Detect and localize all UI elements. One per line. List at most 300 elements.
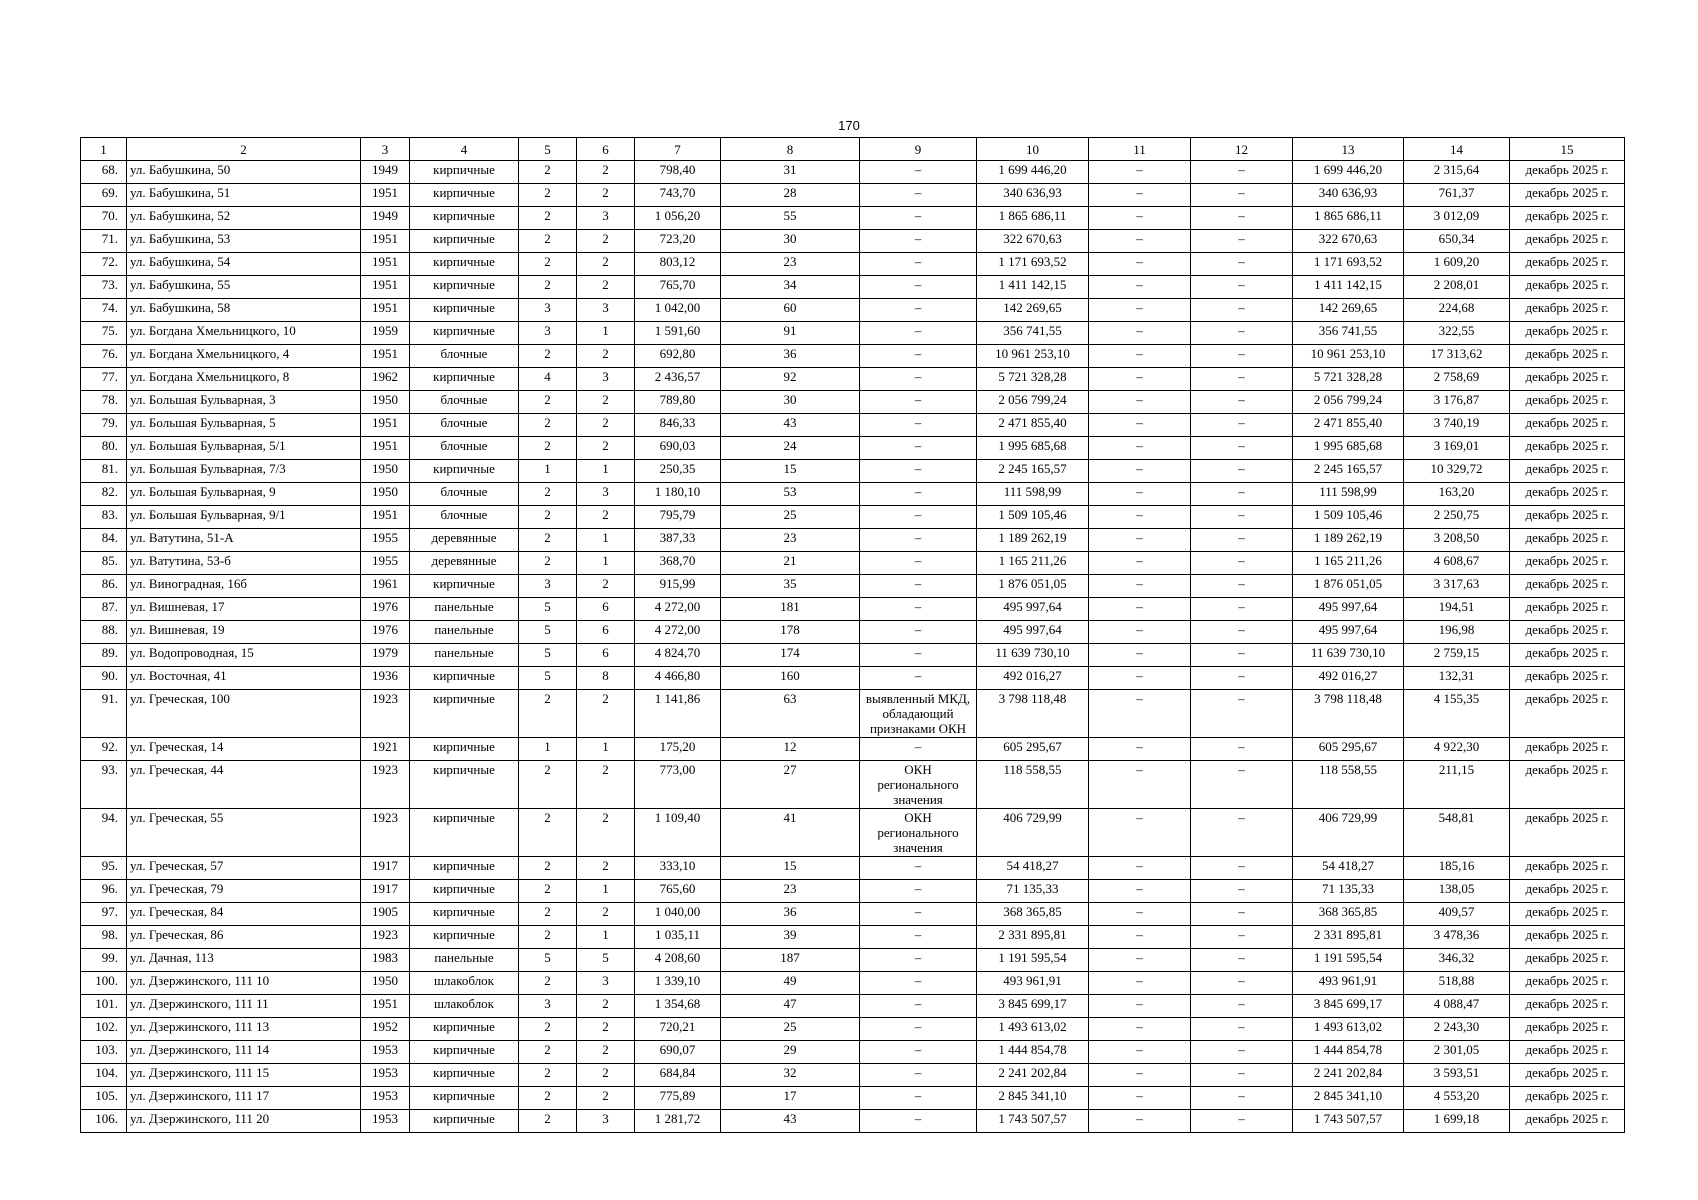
cell-address: ул. Греческая, 57 [127, 857, 361, 880]
cell-cost-other: – [1191, 644, 1293, 667]
cell-row-number: 96. [81, 880, 127, 903]
cell-wall-material: панельные [410, 621, 519, 644]
cell-area: 684,84 [635, 1064, 721, 1087]
cell-row-number: 93. [81, 761, 127, 809]
cell-cost-per-sqm: 196,98 [1404, 621, 1510, 644]
cell-floors: 2 [519, 276, 577, 299]
column-header-2: 2 [127, 138, 361, 161]
cell-residents: 31 [721, 161, 860, 184]
cell-year: 1950 [361, 460, 410, 483]
cell-cost-total: 5 721 328,28 [977, 368, 1089, 391]
cell-okn-status: – [860, 253, 977, 276]
cell-year: 1936 [361, 667, 410, 690]
cell-floors: 4 [519, 368, 577, 391]
cell-address: ул. Дзержинского, 111 13 [127, 1018, 361, 1041]
cell-residents: 43 [721, 1110, 860, 1133]
cell-address: ул. Большая Бульварная, 9 [127, 483, 361, 506]
cell-year: 1976 [361, 598, 410, 621]
cell-cost-budget: 605 295,67 [1293, 738, 1404, 761]
cell-cost-other: – [1191, 460, 1293, 483]
table-body [81, 161, 1625, 1133]
cell-cost-fund: – [1089, 1087, 1191, 1110]
cell-okn-status: – [860, 738, 977, 761]
cell-address: ул. Вишневая, 19 [127, 621, 361, 644]
cell-floors: 3 [519, 995, 577, 1018]
cell-cost-other: – [1191, 368, 1293, 391]
cell-cost-other: – [1191, 598, 1293, 621]
cell-cost-budget: 1 995 685,68 [1293, 437, 1404, 460]
cell-cost-budget: 111 598,99 [1293, 483, 1404, 506]
cell-cost-fund: – [1089, 253, 1191, 276]
cell-area: 2 436,57 [635, 368, 721, 391]
cell-okn-status: – [860, 667, 977, 690]
cell-wall-material: блочные [410, 345, 519, 368]
cell-deadline: декабрь 2025 г. [1510, 437, 1625, 460]
cell-floors: 2 [519, 903, 577, 926]
cell-wall-material: блочные [410, 506, 519, 529]
cell-floors: 2 [519, 483, 577, 506]
table-row [81, 460, 1625, 483]
cell-cost-budget: 118 558,55 [1293, 761, 1404, 809]
cell-cost-total: 1 743 507,57 [977, 1110, 1089, 1133]
cell-cost-per-sqm: 224,68 [1404, 299, 1510, 322]
cell-cost-budget: 142 269,65 [1293, 299, 1404, 322]
cell-year: 1951 [361, 345, 410, 368]
table-row [81, 1041, 1625, 1064]
cell-residents: 47 [721, 995, 860, 1018]
cell-area: 846,33 [635, 414, 721, 437]
cell-okn-status: – [860, 644, 977, 667]
cell-cost-budget: 2 245 165,57 [1293, 460, 1404, 483]
table-row [81, 761, 1625, 809]
cell-cost-total: 11 639 730,10 [977, 644, 1089, 667]
cell-year: 1951 [361, 414, 410, 437]
cell-address: ул. Греческая, 14 [127, 738, 361, 761]
cell-cost-budget: 495 997,64 [1293, 598, 1404, 621]
column-header-8: 8 [721, 138, 860, 161]
cell-cost-per-sqm: 185,16 [1404, 857, 1510, 880]
cell-okn-status: – [860, 506, 977, 529]
cell-cost-other: – [1191, 903, 1293, 926]
cell-row-number: 106. [81, 1110, 127, 1133]
cell-deadline: декабрь 2025 г. [1510, 644, 1625, 667]
cell-okn-status: – [860, 299, 977, 322]
cell-cost-fund: – [1089, 857, 1191, 880]
cell-floors: 5 [519, 949, 577, 972]
cell-address: ул. Бабушкина, 53 [127, 230, 361, 253]
cell-row-number: 100. [81, 972, 127, 995]
cell-deadline: декабрь 2025 г. [1510, 230, 1625, 253]
table-row [81, 161, 1625, 184]
cell-floors: 5 [519, 644, 577, 667]
cell-wall-material: кирпичные [410, 207, 519, 230]
cell-cost-fund: – [1089, 926, 1191, 949]
cell-area: 4 272,00 [635, 621, 721, 644]
cell-address: ул. Большая Бульварная, 9/1 [127, 506, 361, 529]
cell-residents: 28 [721, 184, 860, 207]
cell-deadline: декабрь 2025 г. [1510, 598, 1625, 621]
cell-area: 1 141,86 [635, 690, 721, 738]
cell-cost-total: 2 471 855,40 [977, 414, 1089, 437]
cell-okn-status: – [860, 345, 977, 368]
cell-wall-material: кирпичные [410, 184, 519, 207]
cell-area: 795,79 [635, 506, 721, 529]
cell-wall-material: блочные [410, 437, 519, 460]
cell-cost-fund: – [1089, 276, 1191, 299]
cell-entrances: 2 [577, 1087, 635, 1110]
cell-cost-other: – [1191, 857, 1293, 880]
cell-row-number: 92. [81, 738, 127, 761]
cell-entrances: 2 [577, 1064, 635, 1087]
cell-area: 1 180,10 [635, 483, 721, 506]
cell-cost-budget: 54 418,27 [1293, 857, 1404, 880]
housing-table [80, 137, 1625, 1133]
cell-cost-per-sqm: 1 609,20 [1404, 253, 1510, 276]
cell-cost-per-sqm: 1 699,18 [1404, 1110, 1510, 1133]
cell-entrances: 2 [577, 1018, 635, 1041]
cell-address: ул. Большая Бульварная, 5/1 [127, 437, 361, 460]
cell-cost-fund: – [1089, 972, 1191, 995]
cell-cost-fund: – [1089, 1041, 1191, 1064]
cell-okn-status: – [860, 483, 977, 506]
cell-wall-material: кирпичные [410, 809, 519, 857]
column-header-5: 5 [519, 138, 577, 161]
cell-entrances: 2 [577, 391, 635, 414]
cell-wall-material: кирпичные [410, 1110, 519, 1133]
cell-entrances: 2 [577, 506, 635, 529]
column-header-10: 10 [977, 138, 1089, 161]
cell-address: ул. Греческая, 84 [127, 903, 361, 926]
table-row [81, 644, 1625, 667]
cell-cost-fund: – [1089, 644, 1191, 667]
cell-residents: 43 [721, 414, 860, 437]
cell-entrances: 1 [577, 460, 635, 483]
cell-floors: 3 [519, 575, 577, 598]
cell-residents: 15 [721, 857, 860, 880]
cell-wall-material: деревянные [410, 529, 519, 552]
cell-area: 333,10 [635, 857, 721, 880]
cell-cost-fund: – [1089, 299, 1191, 322]
cell-floors: 2 [519, 809, 577, 857]
column-header-15: 15 [1510, 138, 1625, 161]
table-row [81, 1110, 1625, 1133]
cell-residents: 27 [721, 761, 860, 809]
cell-deadline: декабрь 2025 г. [1510, 1087, 1625, 1110]
cell-cost-per-sqm: 132,31 [1404, 667, 1510, 690]
cell-cost-budget: 2 331 895,81 [1293, 926, 1404, 949]
cell-wall-material: кирпичные [410, 1041, 519, 1064]
table-row [81, 414, 1625, 437]
cell-cost-budget: 1 876 051,05 [1293, 575, 1404, 598]
cell-cost-total: 1 876 051,05 [977, 575, 1089, 598]
cell-row-number: 98. [81, 926, 127, 949]
cell-address: ул. Дзержинского, 111 14 [127, 1041, 361, 1064]
table-row [81, 667, 1625, 690]
cell-cost-budget: 495 997,64 [1293, 621, 1404, 644]
cell-floors: 2 [519, 880, 577, 903]
cell-address: ул. Греческая, 79 [127, 880, 361, 903]
column-header-6: 6 [577, 138, 635, 161]
cell-address: ул. Большая Бульварная, 3 [127, 391, 361, 414]
cell-okn-status: – [860, 414, 977, 437]
cell-row-number: 101. [81, 995, 127, 1018]
cell-cost-other: – [1191, 995, 1293, 1018]
cell-entrances: 1 [577, 738, 635, 761]
cell-wall-material: панельные [410, 949, 519, 972]
cell-wall-material: блочные [410, 483, 519, 506]
cell-floors: 2 [519, 1018, 577, 1041]
cell-deadline: декабрь 2025 г. [1510, 1110, 1625, 1133]
cell-cost-per-sqm: 194,51 [1404, 598, 1510, 621]
cell-address: ул. Греческая, 100 [127, 690, 361, 738]
cell-deadline: декабрь 2025 г. [1510, 667, 1625, 690]
cell-cost-total: 1 995 685,68 [977, 437, 1089, 460]
cell-cost-total: 71 135,33 [977, 880, 1089, 903]
cell-area: 1 339,10 [635, 972, 721, 995]
cell-deadline: декабрь 2025 г. [1510, 322, 1625, 345]
table-row [81, 552, 1625, 575]
cell-cost-total: 406 729,99 [977, 809, 1089, 857]
cell-cost-budget: 1 509 105,46 [1293, 506, 1404, 529]
cell-area: 4 208,60 [635, 949, 721, 972]
cell-area: 789,80 [635, 391, 721, 414]
cell-cost-other: – [1191, 345, 1293, 368]
cell-cost-budget: 1 191 595,54 [1293, 949, 1404, 972]
cell-entrances: 2 [577, 184, 635, 207]
cell-cost-budget: 1 493 613,02 [1293, 1018, 1404, 1041]
cell-residents: 36 [721, 345, 860, 368]
cell-cost-per-sqm: 2 315,64 [1404, 161, 1510, 184]
cell-area: 773,00 [635, 761, 721, 809]
cell-cost-budget: 1 865 686,11 [1293, 207, 1404, 230]
table-row [81, 857, 1625, 880]
cell-wall-material: шлакоблок [410, 995, 519, 1018]
cell-residents: 181 [721, 598, 860, 621]
table-row [81, 253, 1625, 276]
cell-okn-status: – [860, 995, 977, 1018]
cell-row-number: 89. [81, 644, 127, 667]
cell-deadline: декабрь 2025 г. [1510, 414, 1625, 437]
cell-residents: 23 [721, 253, 860, 276]
cell-deadline: декабрь 2025 г. [1510, 506, 1625, 529]
cell-cost-per-sqm: 2 758,69 [1404, 368, 1510, 391]
cell-cost-fund: – [1089, 761, 1191, 809]
cell-year: 1951 [361, 184, 410, 207]
cell-cost-total: 1 493 613,02 [977, 1018, 1089, 1041]
cell-address: ул. Бабушкина, 51 [127, 184, 361, 207]
cell-wall-material: кирпичные [410, 690, 519, 738]
cell-area: 803,12 [635, 253, 721, 276]
cell-cost-per-sqm: 4 088,47 [1404, 995, 1510, 1018]
cell-cost-total: 495 997,64 [977, 598, 1089, 621]
cell-cost-budget: 1 165 211,26 [1293, 552, 1404, 575]
cell-area: 4 824,70 [635, 644, 721, 667]
cell-row-number: 70. [81, 207, 127, 230]
cell-row-number: 69. [81, 184, 127, 207]
cell-cost-per-sqm: 2 208,01 [1404, 276, 1510, 299]
cell-deadline: декабрь 2025 г. [1510, 690, 1625, 738]
cell-wall-material: кирпичные [410, 230, 519, 253]
cell-cost-budget: 2 845 341,10 [1293, 1087, 1404, 1110]
cell-address: ул. Бабушкина, 55 [127, 276, 361, 299]
column-header-7: 7 [635, 138, 721, 161]
cell-entrances: 2 [577, 253, 635, 276]
cell-cost-total: 492 016,27 [977, 667, 1089, 690]
cell-cost-budget: 5 721 328,28 [1293, 368, 1404, 391]
cell-deadline: декабрь 2025 г. [1510, 161, 1625, 184]
cell-entrances: 1 [577, 322, 635, 345]
cell-cost-total: 111 598,99 [977, 483, 1089, 506]
cell-cost-total: 2 241 202,84 [977, 1064, 1089, 1087]
cell-residents: 25 [721, 1018, 860, 1041]
cell-year: 1953 [361, 1110, 410, 1133]
column-header-13: 13 [1293, 138, 1404, 161]
cell-address: ул. Бабушкина, 54 [127, 253, 361, 276]
cell-okn-status: выявленный МКД, обладающий признаками ОКН [860, 690, 977, 738]
column-header-14: 14 [1404, 138, 1510, 161]
cell-okn-status: ОКН регионального значения [860, 809, 977, 857]
cell-deadline: декабрь 2025 г. [1510, 184, 1625, 207]
cell-address: ул. Виноградная, 16б [127, 575, 361, 598]
cell-address: ул. Дзержинского, 111 20 [127, 1110, 361, 1133]
cell-wall-material: кирпичные [410, 1064, 519, 1087]
cell-cost-budget: 340 636,93 [1293, 184, 1404, 207]
cell-deadline: декабрь 2025 г. [1510, 345, 1625, 368]
cell-row-number: 75. [81, 322, 127, 345]
cell-residents: 30 [721, 391, 860, 414]
cell-cost-other: – [1191, 483, 1293, 506]
cell-wall-material: кирпичные [410, 460, 519, 483]
cell-floors: 2 [519, 161, 577, 184]
cell-cost-per-sqm: 3 593,51 [1404, 1064, 1510, 1087]
cell-cost-other: – [1191, 276, 1293, 299]
column-header-9: 9 [860, 138, 977, 161]
cell-cost-total: 2 331 895,81 [977, 926, 1089, 949]
cell-floors: 1 [519, 460, 577, 483]
cell-entrances: 1 [577, 529, 635, 552]
cell-cost-fund: – [1089, 552, 1191, 575]
column-header-3: 3 [361, 138, 410, 161]
cell-cost-fund: – [1089, 529, 1191, 552]
cell-residents: 92 [721, 368, 860, 391]
cell-floors: 2 [519, 552, 577, 575]
cell-deadline: декабрь 2025 г. [1510, 880, 1625, 903]
cell-deadline: декабрь 2025 г. [1510, 972, 1625, 995]
cell-cost-other: – [1191, 391, 1293, 414]
cell-wall-material: кирпичные [410, 761, 519, 809]
cell-cost-other: – [1191, 761, 1293, 809]
cell-row-number: 80. [81, 437, 127, 460]
cell-row-number: 85. [81, 552, 127, 575]
cell-row-number: 82. [81, 483, 127, 506]
cell-cost-other: – [1191, 575, 1293, 598]
cell-row-number: 88. [81, 621, 127, 644]
cell-year: 1951 [361, 276, 410, 299]
cell-cost-per-sqm: 138,05 [1404, 880, 1510, 903]
cell-entrances: 8 [577, 667, 635, 690]
cell-cost-total: 1 171 693,52 [977, 253, 1089, 276]
cell-row-number: 91. [81, 690, 127, 738]
table-row [81, 621, 1625, 644]
cell-cost-total: 54 418,27 [977, 857, 1089, 880]
cell-year: 1951 [361, 253, 410, 276]
cell-address: ул. Богдана Хмельницкого, 8 [127, 368, 361, 391]
cell-cost-per-sqm: 3 176,87 [1404, 391, 1510, 414]
cell-area: 915,99 [635, 575, 721, 598]
cell-cost-total: 1 699 446,20 [977, 161, 1089, 184]
table-row [81, 809, 1625, 857]
cell-cost-other: – [1191, 299, 1293, 322]
cell-cost-per-sqm: 650,34 [1404, 230, 1510, 253]
cell-cost-total: 3 845 699,17 [977, 995, 1089, 1018]
cell-cost-budget: 2 241 202,84 [1293, 1064, 1404, 1087]
cell-area: 798,40 [635, 161, 721, 184]
cell-address: ул. Богдана Хмельницкого, 4 [127, 345, 361, 368]
cell-cost-total: 340 636,93 [977, 184, 1089, 207]
cell-year: 1961 [361, 575, 410, 598]
cell-cost-budget: 1 444 854,78 [1293, 1041, 1404, 1064]
cell-entrances: 2 [577, 690, 635, 738]
cell-wall-material: кирпичные [410, 299, 519, 322]
cell-cost-budget: 1 743 507,57 [1293, 1110, 1404, 1133]
cell-deadline: декабрь 2025 г. [1510, 809, 1625, 857]
cell-row-number: 104. [81, 1064, 127, 1087]
cell-area: 1 354,68 [635, 995, 721, 1018]
cell-row-number: 84. [81, 529, 127, 552]
cell-address: ул. Дзержинского, 111 17 [127, 1087, 361, 1110]
cell-address: ул. Греческая, 55 [127, 809, 361, 857]
cell-okn-status: – [860, 368, 977, 391]
cell-cost-other: – [1191, 1041, 1293, 1064]
cell-entrances: 3 [577, 299, 635, 322]
cell-cost-total: 1 444 854,78 [977, 1041, 1089, 1064]
cell-year: 1950 [361, 483, 410, 506]
cell-cost-fund: – [1089, 809, 1191, 857]
cell-address: ул. Дзержинского, 111 15 [127, 1064, 361, 1087]
cell-address: ул. Ватутина, 51-А [127, 529, 361, 552]
cell-residents: 91 [721, 322, 860, 345]
cell-entrances: 2 [577, 276, 635, 299]
cell-deadline: декабрь 2025 г. [1510, 483, 1625, 506]
cell-entrances: 2 [577, 575, 635, 598]
cell-cost-total: 1 191 595,54 [977, 949, 1089, 972]
cell-okn-status: – [860, 1064, 977, 1087]
table-row [81, 184, 1625, 207]
cell-cost-total: 10 961 253,10 [977, 345, 1089, 368]
cell-cost-other: – [1191, 506, 1293, 529]
cell-cost-budget: 1 699 446,20 [1293, 161, 1404, 184]
cell-residents: 23 [721, 880, 860, 903]
cell-address: ул. Восточная, 41 [127, 667, 361, 690]
cell-year: 1923 [361, 690, 410, 738]
cell-residents: 187 [721, 949, 860, 972]
cell-year: 1949 [361, 161, 410, 184]
cell-cost-other: – [1191, 1110, 1293, 1133]
cell-floors: 2 [519, 391, 577, 414]
cell-row-number: 81. [81, 460, 127, 483]
cell-entrances: 1 [577, 880, 635, 903]
cell-wall-material: панельные [410, 644, 519, 667]
table-row [81, 437, 1625, 460]
cell-area: 1 281,72 [635, 1110, 721, 1133]
cell-cost-fund: – [1089, 1064, 1191, 1087]
cell-wall-material: блочные [410, 391, 519, 414]
cell-entrances: 3 [577, 207, 635, 230]
cell-wall-material: кирпичные [410, 276, 519, 299]
cell-cost-other: – [1191, 621, 1293, 644]
cell-cost-per-sqm: 409,57 [1404, 903, 1510, 926]
cell-address: ул. Большая Бульварная, 5 [127, 414, 361, 437]
